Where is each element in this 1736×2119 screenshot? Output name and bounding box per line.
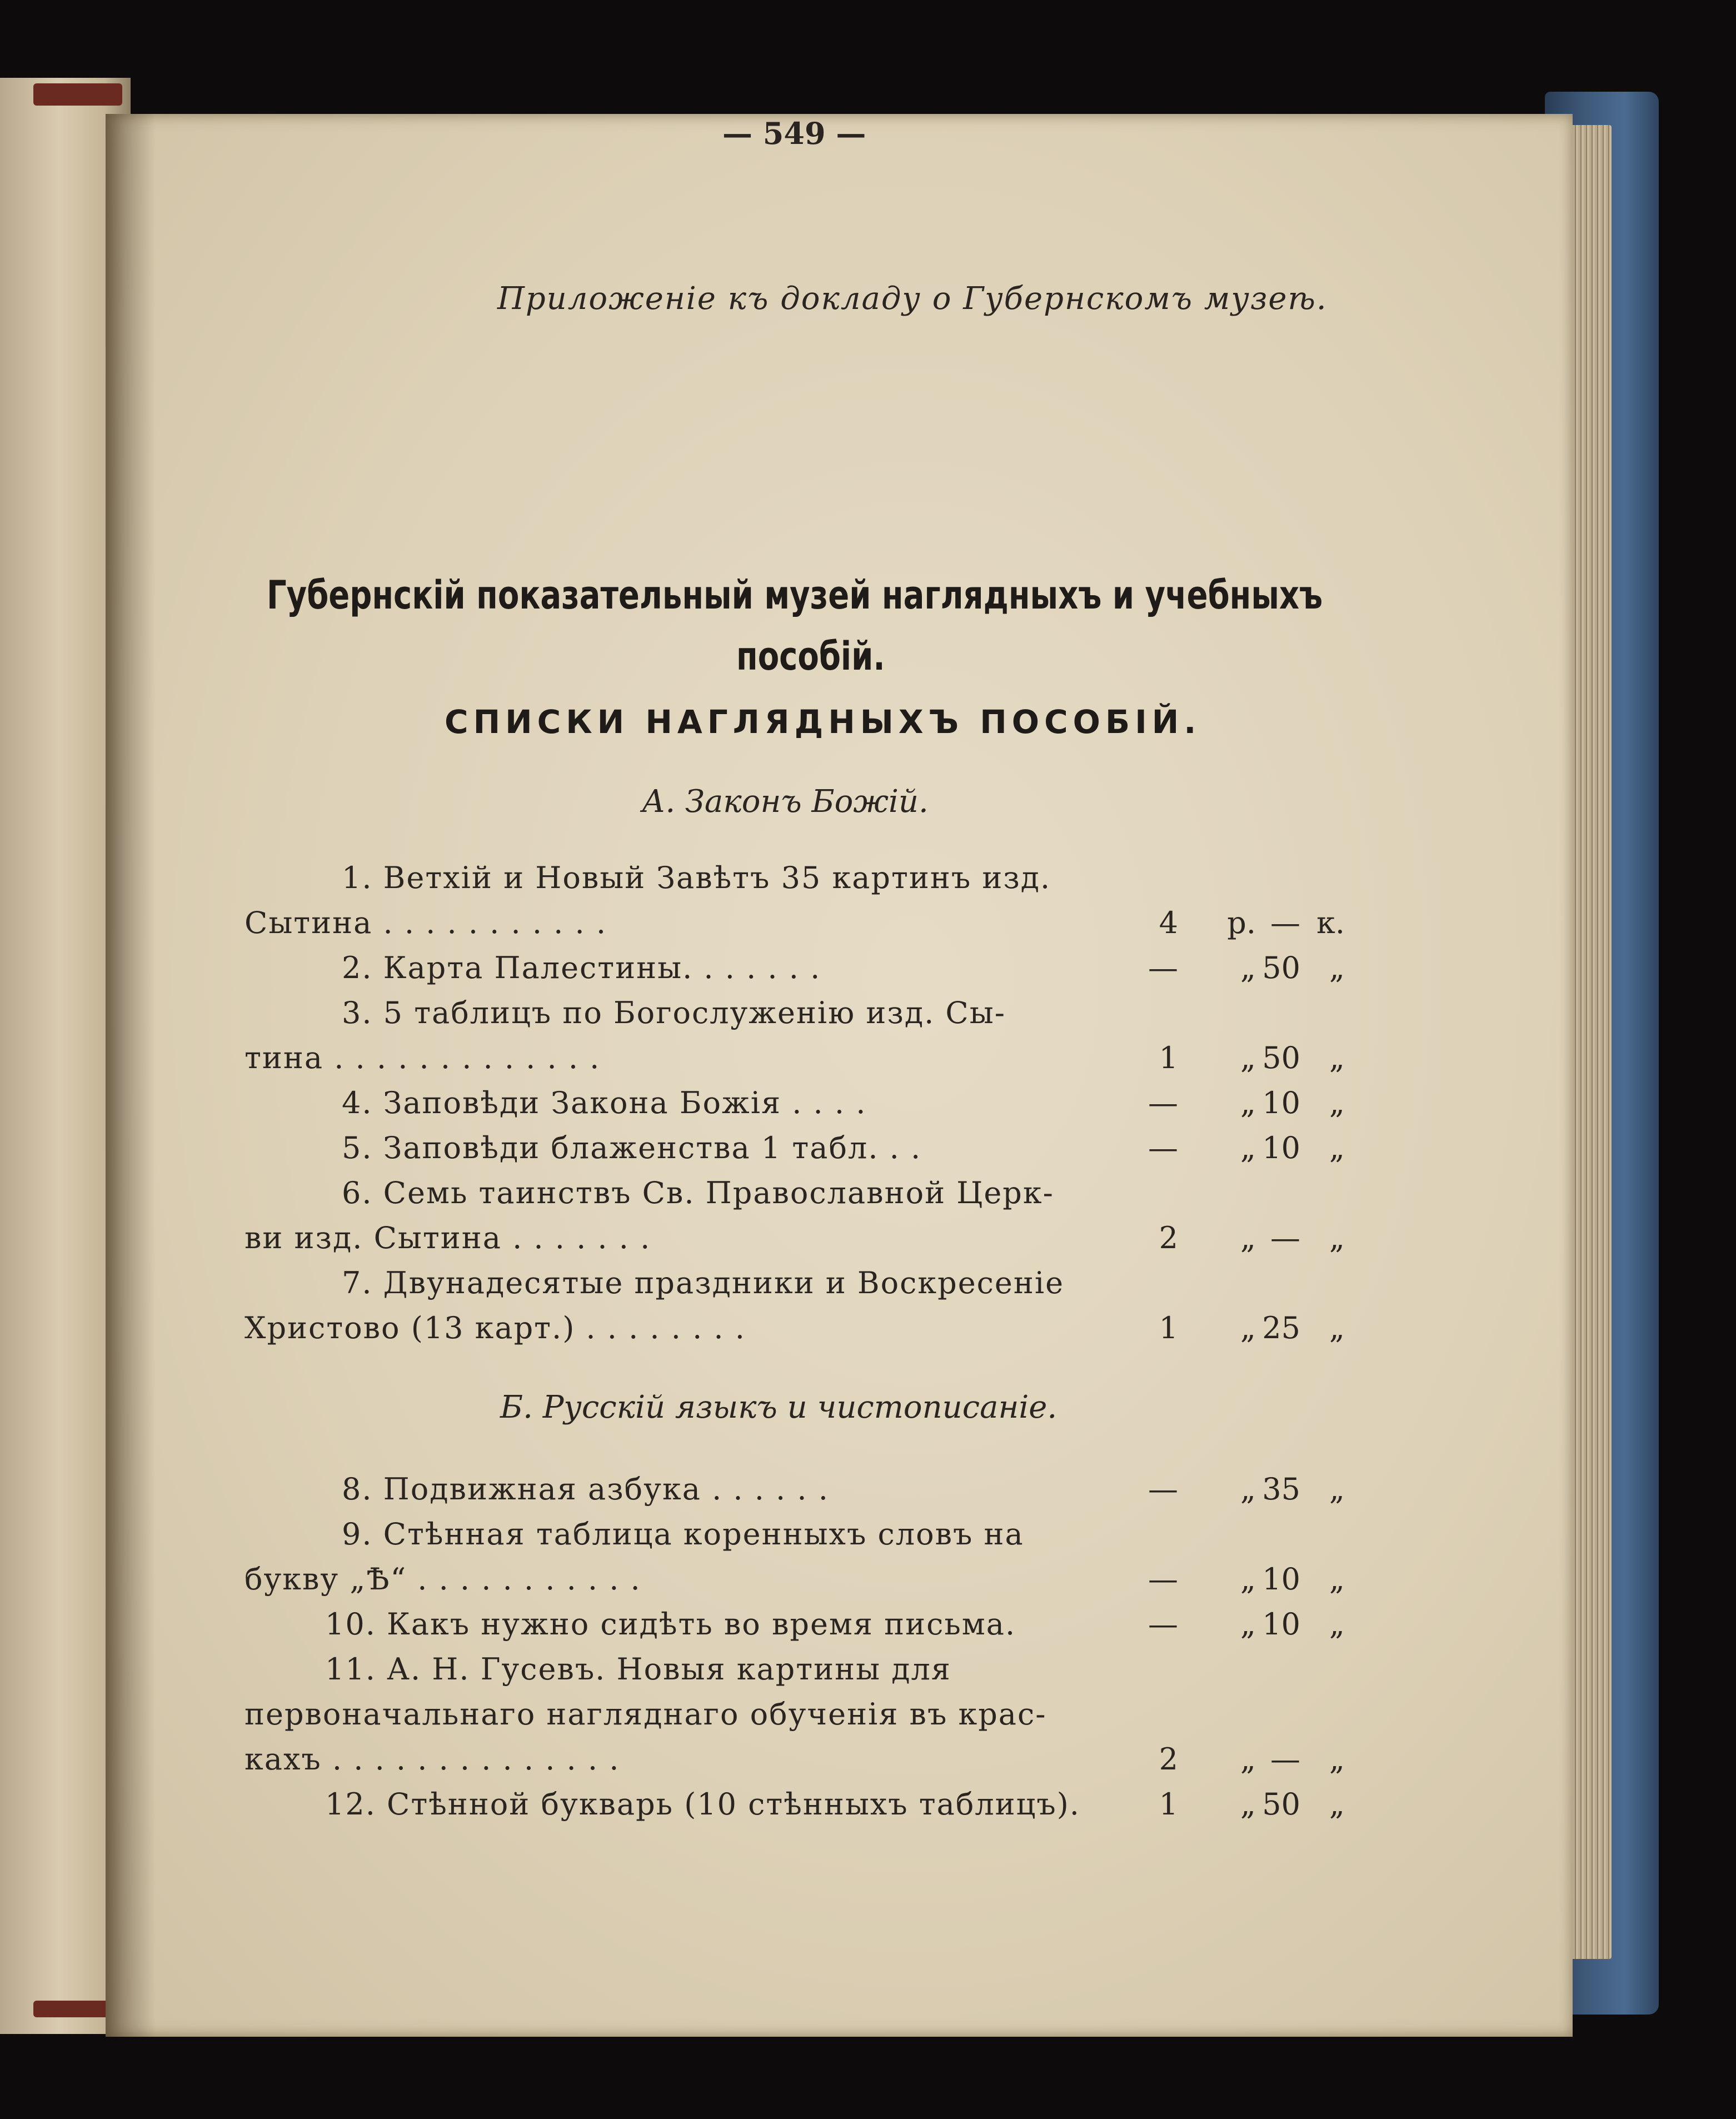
page-number: — 549 — — [722, 116, 866, 151]
main-title-line-1: Губернскій показательный музей наглядныхъ и учебныхъ — [267, 572, 1323, 618]
list-line: Сытина . . . . . . . . . . . — [245, 905, 607, 940]
price-kopecks: 35 — [1262, 1472, 1300, 1507]
price-unit-rubles: „ — [1240, 1787, 1256, 1822]
price-kopecks: — — [1270, 905, 1300, 940]
price-kopecks: 50 — [1262, 950, 1300, 985]
list-line: 4. Заповѣди Закона Божія . . . . — [342, 1085, 867, 1120]
price-unit-kopecks: „ — [1329, 1040, 1345, 1075]
page-gutter-shadow — [106, 114, 156, 2037]
list-line: тина . . . . . . . . . . . . . — [245, 1040, 601, 1075]
left-cover-red-edge — [33, 83, 122, 106]
list-line: 12. Стѣнной букварь (10 стѣнныхъ таблицъ). — [325, 1787, 1080, 1822]
price-unit-rubles: р. — [1227, 905, 1256, 940]
price-rubles: 4 — [1159, 905, 1178, 940]
price-kopecks: 10 — [1262, 1562, 1300, 1597]
price-unit-kopecks: „ — [1329, 1742, 1345, 1777]
price-rubles: 2 — [1159, 1220, 1178, 1255]
price-rubles: — — [1148, 950, 1178, 985]
price-kopecks: 50 — [1262, 1040, 1300, 1075]
price-unit-kopecks: „ — [1329, 1130, 1345, 1165]
list-line: 8. Подвижная азбука . . . . . . — [342, 1472, 829, 1507]
list-line: ви изд. Сытина . . . . . . . — [245, 1220, 651, 1255]
section-heading-a: А. Законъ Божій. — [642, 784, 929, 820]
list-line: 5. Заповѣди блаженства 1 табл. . . — [342, 1130, 922, 1165]
price-unit-kopecks: „ — [1329, 950, 1345, 985]
list-line: 2. Карта Палестины. . . . . . . — [342, 950, 821, 985]
price-rubles: — — [1148, 1562, 1178, 1597]
price-unit-kopecks: „ — [1329, 1085, 1345, 1120]
list-line: букву „Ѣ“ . . . . . . . . . . . — [245, 1562, 641, 1597]
list-line: 7. Двунадесятые праздники и Воскресеніе — [342, 1265, 1065, 1300]
price-rubles: 1 — [1159, 1310, 1178, 1345]
price-unit-kopecks: „ — [1329, 1562, 1345, 1597]
list-line: 10. Какъ нужно сидѣть во время письма. — [325, 1607, 1016, 1642]
price-rubles: — — [1148, 1607, 1178, 1642]
list-line: первоначальнаго нагляднаго обученія въ крас- — [245, 1697, 1047, 1732]
price-rubles: 1 — [1159, 1787, 1178, 1822]
price-unit-rubles: „ — [1240, 1130, 1256, 1165]
price-unit-kopecks: „ — [1329, 1310, 1345, 1345]
price-unit-kopecks: „ — [1329, 1220, 1345, 1255]
list-line: 11. А. Н. Гусевъ. Новыя картины для — [325, 1652, 951, 1687]
price-kopecks: 10 — [1262, 1607, 1300, 1642]
price-kopecks: 50 — [1262, 1787, 1300, 1822]
price-kopecks: 25 — [1262, 1310, 1300, 1345]
price-unit-rubles: „ — [1240, 1220, 1256, 1255]
list-line: 9. Стѣнная таблица коренныхъ словъ на — [342, 1517, 1024, 1552]
price-kopecks: — — [1270, 1220, 1300, 1255]
price-kopecks: 10 — [1262, 1130, 1300, 1165]
price-unit-rubles: „ — [1240, 1085, 1256, 1120]
price-rubles: — — [1148, 1472, 1178, 1507]
price-kopecks: — — [1270, 1742, 1300, 1777]
list-line: кахъ . . . . . . . . . . . . . . — [245, 1742, 620, 1777]
subtitle: СПИСКИ НАГЛЯДНЫХЪ ПОСОБІЙ. — [445, 703, 1201, 741]
price-rubles: — — [1148, 1130, 1178, 1165]
price-unit-rubles: „ — [1240, 1562, 1256, 1597]
price-kopecks: 10 — [1262, 1085, 1300, 1120]
list-line: Христово (13 карт.) . . . . . . . . — [245, 1310, 746, 1345]
price-unit-rubles: „ — [1240, 1742, 1256, 1777]
price-unit-kopecks: „ — [1329, 1787, 1345, 1822]
price-unit-kopecks: „ — [1329, 1607, 1345, 1642]
price-rubles: — — [1148, 1085, 1178, 1120]
price-rubles: 2 — [1159, 1742, 1178, 1777]
appendix-title: Приложеніе къ докладу о Губернскомъ музеѣ. — [497, 281, 1328, 317]
list-line: 3. 5 таблицъ по Богослуженію изд. Сы- — [342, 995, 1006, 1030]
price-unit-kopecks: к. — [1316, 905, 1345, 940]
main-title-line-2: пособій. — [736, 634, 885, 679]
price-unit-rubles: „ — [1240, 1472, 1256, 1507]
price-unit-rubles: „ — [1240, 1607, 1256, 1642]
price-unit-rubles: „ — [1240, 950, 1256, 985]
price-unit-rubles: „ — [1240, 1310, 1256, 1345]
price-rubles: 1 — [1159, 1040, 1178, 1075]
list-line: 1. Ветхій и Новый Завѣтъ 35 картинъ изд. — [342, 860, 1051, 895]
list-line: 6. Семь таинствъ Св. Православной Церк- — [342, 1175, 1054, 1210]
price-unit-rubles: „ — [1240, 1040, 1256, 1075]
section-heading-b: Б. Русскій языкъ и чистописаніе. — [500, 1389, 1057, 1425]
price-unit-kopecks: „ — [1329, 1472, 1345, 1507]
